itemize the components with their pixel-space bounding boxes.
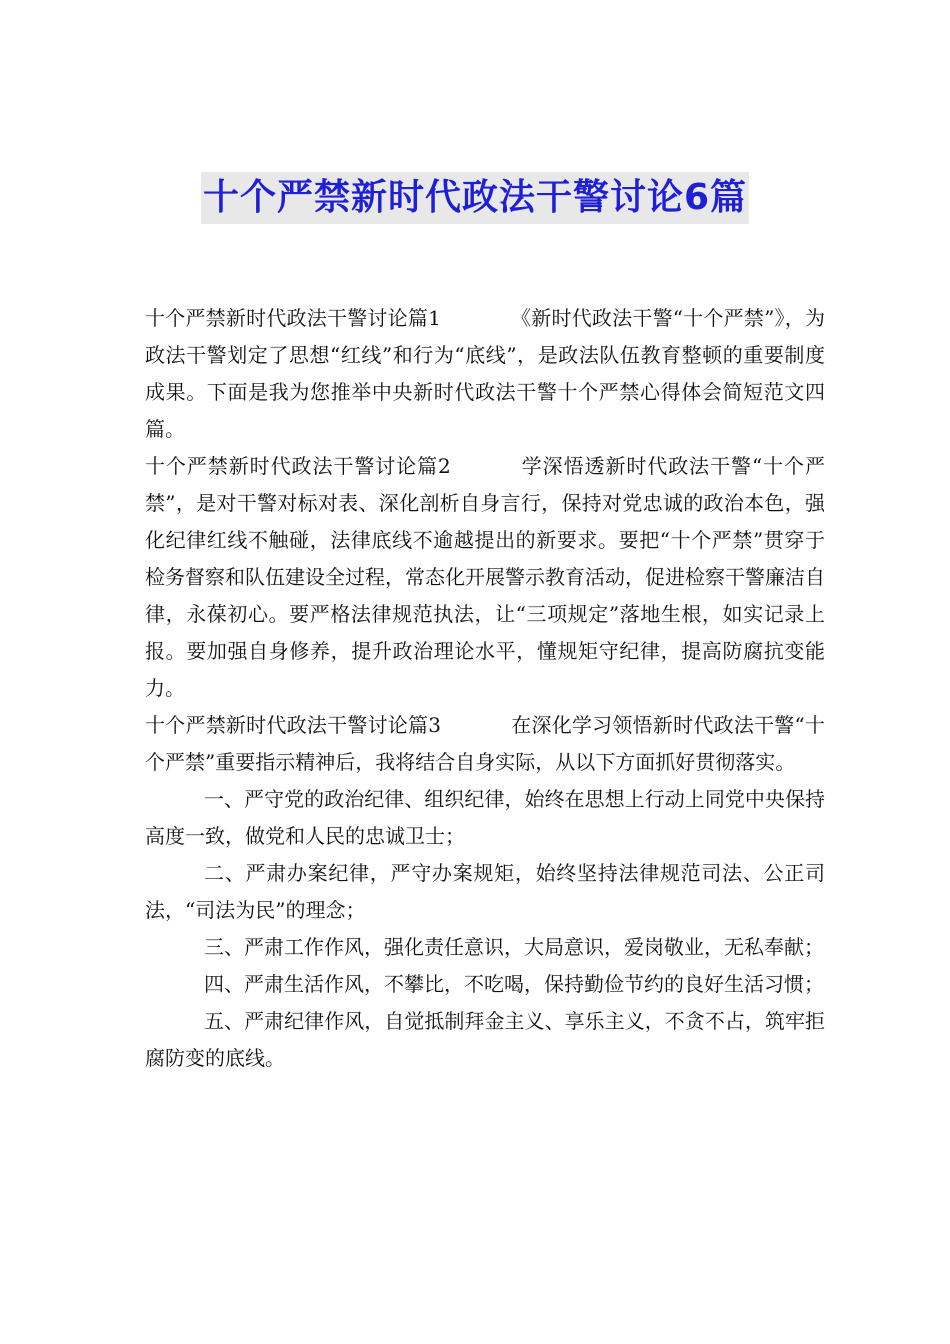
list-item: 四、严肃生活作风，不攀比，不吃喝，保持勤俭节约的良好生活习惯； [204, 972, 824, 996]
section-1-paragraph [145, 300, 825, 448]
section-2-paragraph [145, 448, 825, 707]
list-item: 二、严肃办案纪律，严守办案规矩，始终坚持法律规范司法、公正司法，“司法为民”的理念； [145, 861, 825, 922]
list-item: 五、严肃纪律作风，自觉抵制拜金主义、享乐主义，不贪不占，筑牢拒腐防变的底线。 [145, 1009, 825, 1070]
section-3-paragraph [145, 707, 825, 781]
section-2-text: 学深悟透新时代政法干警“十个严禁”，是对干警对标对表、深化剖析自身言行，保持对党忠诚的政治本色，强化纪律红线不触碰，法律底线不逾越提出的新要求。要把“十个严禁”贯穿于检务督察和队伍建设全过程，常态化开展警示教育活动，促进检察干警廉洁自律，永葆初心。要严格法律规范执法，让“三项规定”落地生根，如实记录上报。要加强自身修养，提升政治理论水平，懂规矩守纪律，提高防腐抗变能力。 [145, 454, 825, 700]
list-item: 一、严守党的政治纪律、组织纪律，始终在思想上行动上同党中央保持高度一致，做党和人民的忠诚卫士； [145, 787, 825, 848]
document-body [145, 300, 825, 1077]
list-item: 三、严肃工作作风，强化责任意识，大局意识，爱岗敬业，无私奉献； [204, 935, 824, 959]
section-1-heading: 十个严禁新时代政法干警讨论篇1 [145, 306, 441, 330]
section-3-heading: 十个严禁新时代政法干警讨论篇3 [145, 713, 442, 737]
section-1-text: 《新时代政法干警“十个严禁”》，为政法干警划定了思想“红线”和行为“底线”，是政法队伍教育整顿的重要制度成果。下面是我为您推举中央新时代政法干警十个严禁心得体会简短范文四篇。 [145, 306, 825, 441]
section-3-text: 在深化学习领悟新时代政法干警“十个严禁”重要指示精神后，我将结合自身实际，从以下方面抓好贯彻落实。 [145, 713, 825, 774]
document-title: 十个严禁新时代政法干警讨论6篇 [201, 172, 749, 224]
title-container [0, 172, 950, 224]
section-2-heading: 十个严禁新时代政法干警讨论篇2 [145, 454, 451, 478]
